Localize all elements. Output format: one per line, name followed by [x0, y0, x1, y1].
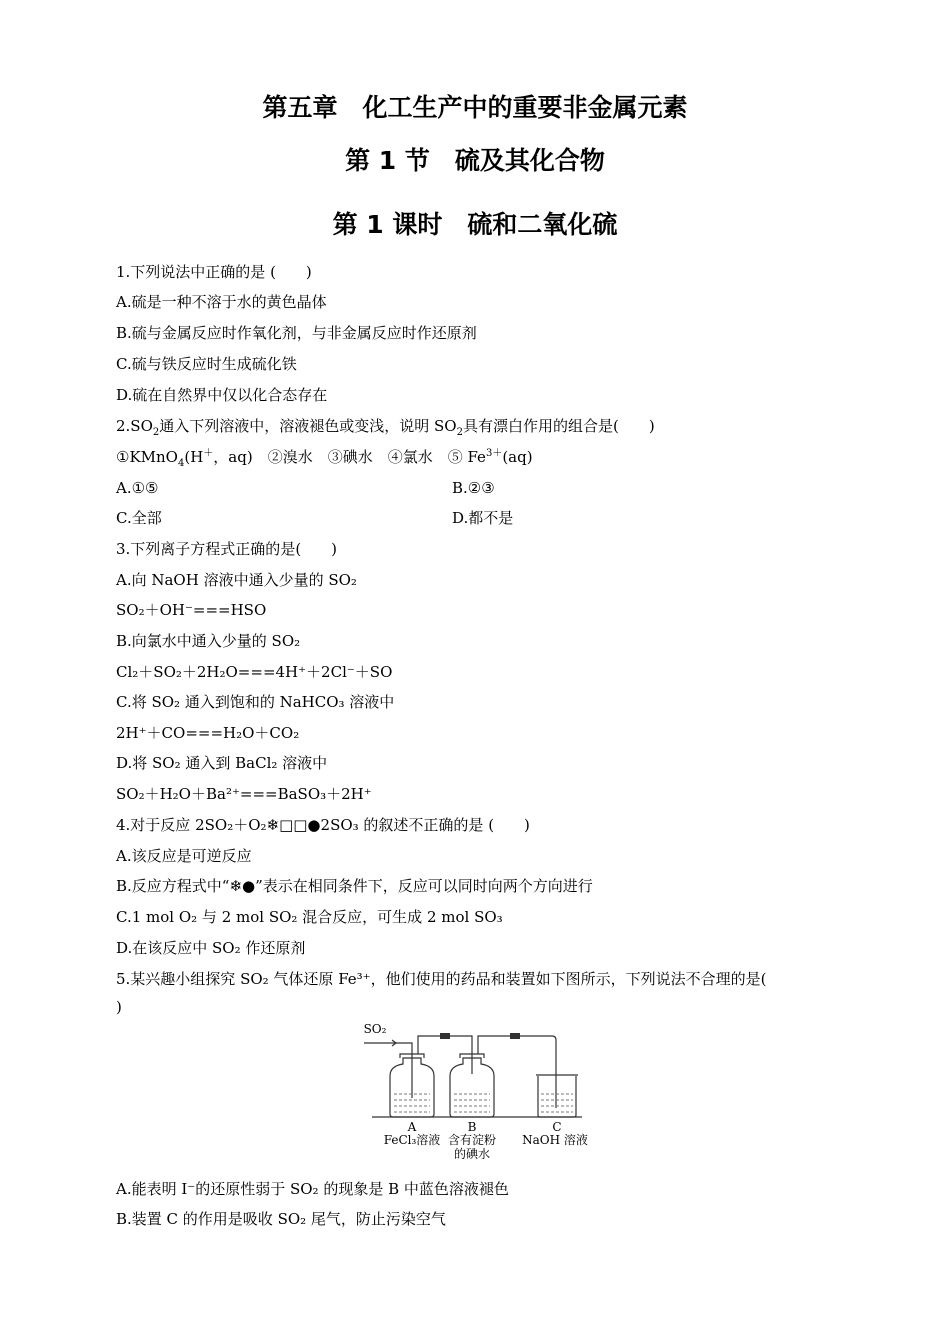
q2-stem: $2.SO_2$通入下列溶液中，溶液褪色或变浅，说明 $SO_2$具有漂白作用的组合是( ): [116, 417, 655, 438]
bottle-b-label-2: 的碘水: [453, 1147, 490, 1161]
q3-equation-d: SO₂＋H₂O＋Ba²⁺===BaSO₃＋2H⁺: [116, 785, 372, 803]
beaker-c: [538, 1076, 576, 1117]
q2-option-d: D.都不是: [452, 509, 514, 527]
q5-stem: 5.某兴趣小组探究 SO₂ 气体还原 Fe³⁺，他们使用的药品和装置如下图所示，下列说法不合理的是(: [116, 970, 767, 988]
q3-option-d: D.将 SO₂ 通入到 BaCl₂ 溶液中: [116, 754, 328, 772]
q2-option-c: C.全部: [116, 509, 162, 527]
bottle-b-label: 含有淀粉: [447, 1133, 496, 1147]
inlet-tube: [396, 1043, 412, 1098]
q3-option-b: B.向氯水中通入少量的 SO₂: [116, 632, 301, 650]
bottle-a-letter: A: [407, 1120, 417, 1134]
q4-stem: 4.对于反应 2SO₂＋O₂❄□□●2SO₃ 的叙述不正确的是 ( ): [116, 816, 530, 834]
q5-option-b: B.装置 C 的作用是吸收 SO₂ 尾气，防止污染空气: [116, 1210, 446, 1228]
lesson-title: 第 1 课时 硫和二氧化硫: [332, 210, 618, 239]
clamp-icon: [510, 1033, 520, 1039]
beaker-c-letter: C: [552, 1120, 562, 1134]
beaker-c-label: NaOH 溶液: [522, 1133, 588, 1147]
q3-option-a: A.向 NaOH 溶液中通入少量的 SO₂: [116, 571, 357, 589]
q3-equation-b: Cl₂＋SO₂＋2H₂O===4H⁺＋2Cl⁻＋SO: [116, 663, 393, 681]
q2-option-a: A.①⑤: [116, 479, 159, 497]
q5-option-a: A.能表明 I⁻的还原性弱于 SO₂ 的现象是 B 中蓝色溶液褪色: [116, 1180, 509, 1198]
q2-option-b: B.②③: [452, 479, 495, 497]
q4-option-d: D.在该反应中 SO₂ 作还原剂: [116, 939, 306, 957]
q3-stem: 3.下列离子方程式正确的是( ): [116, 540, 338, 558]
q4-option-a: A.该反应是可逆反应: [116, 847, 252, 865]
q1-option-c: C.硫与铁反应时生成硫化铁: [116, 355, 297, 373]
q1-option-b: B.硫与金属反应时作氧化剂，与非金属反应时作还原剂: [116, 324, 477, 342]
q4-option-c: C.1 mol O₂ 与 2 mol SO₂ 混合反应，可生成 2 mol SO₃: [116, 908, 503, 926]
q3-option-c: C.将 SO₂ 通入到饱和的 NaHCO₃ 溶液中: [116, 693, 395, 711]
apparatus-figure: [360, 1022, 595, 1168]
gas-label: SO₂: [363, 1022, 387, 1036]
q3-equation-c: 2H⁺＋CO===H₂O＋CO₂: [116, 724, 300, 742]
q1-stem: 1.下列说法中正确的是 ( ): [116, 263, 312, 281]
section-title: 第 1 节 硫及其化合物: [345, 146, 605, 175]
bottle-a-label: FeCl₃溶液: [383, 1133, 441, 1147]
q4-option-b: B.反应方程式中“❄●”表示在相同条件下，反应可以同时向两个方向进行: [116, 877, 593, 895]
clamp-icon: [440, 1033, 450, 1039]
bottle-b-letter: B: [467, 1120, 477, 1134]
q2-items: ①KMnO$_4$(H＋，aq) ②溴水 ③碘水 ④氯水 ⑤ $Fe^{3+}(aq)$: [116, 448, 533, 469]
q1-option-d: D.硫在自然界中仅以化合态存在: [116, 386, 328, 404]
tube-b-c: [478, 1036, 556, 1108]
q5-stem-end: ): [116, 998, 122, 1016]
q1-option-a: A.硫是一种不溶于水的黄色晶体: [116, 293, 327, 311]
apparatus-diagram: [360, 1028, 595, 1124]
q3-equation-a: SO₂＋OH⁻===HSO: [116, 601, 267, 619]
chapter-title: 第五章 化工生产中的重要非金属元素: [262, 93, 688, 122]
